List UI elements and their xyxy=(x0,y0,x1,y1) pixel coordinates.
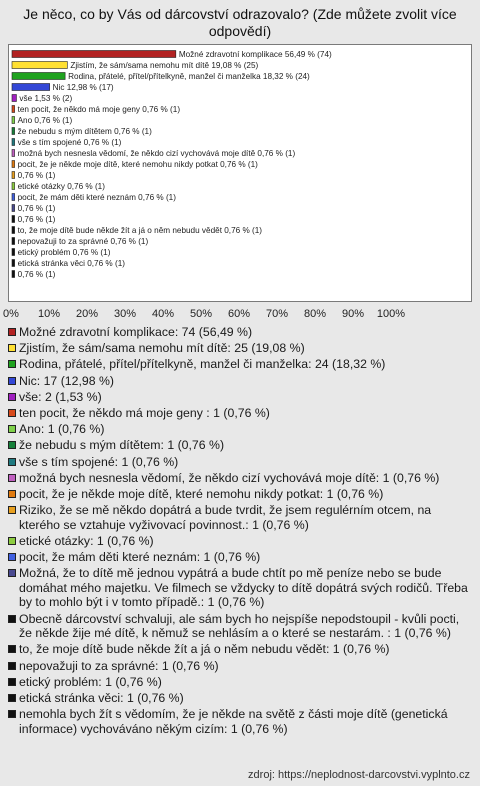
legend-text: etické otázky: 1 (0,76 %) xyxy=(19,533,154,548)
legend-swatch xyxy=(8,662,16,670)
bar-group xyxy=(12,204,56,213)
bar-group xyxy=(12,61,259,70)
legend-item xyxy=(8,659,474,674)
bar-label: pocit, že je někde moje dítě, které nemohu nikdy potkat 0,76 % (1) xyxy=(17,160,258,169)
legend-swatch xyxy=(8,393,16,401)
bar-group xyxy=(12,171,56,180)
bar-group xyxy=(12,149,295,158)
bar xyxy=(12,183,15,190)
bar-group xyxy=(12,182,105,191)
bar-label: etická stránka věci 0,76 % (1) xyxy=(17,259,126,268)
x-tick-label: 100% xyxy=(376,308,406,320)
x-tick-label: 30% xyxy=(113,308,137,320)
x-axis xyxy=(0,302,480,322)
bar-group xyxy=(12,127,152,136)
legend-swatch xyxy=(8,425,16,433)
x-tick-label: 0% xyxy=(3,308,19,320)
plot-area xyxy=(8,44,472,302)
legend-item xyxy=(8,707,474,736)
bar-label: etické otázky 0,76 % (1) xyxy=(17,182,105,191)
bar-group xyxy=(12,72,310,81)
bar-label: možná bych nesnesla vědomí, že někdo cizí vychovává moje dítě 0,76 % (1) xyxy=(17,149,296,158)
legend-item xyxy=(8,374,474,389)
legend-text: vše s tím spojené: 1 (0,76 %) xyxy=(19,454,179,469)
legend-item xyxy=(8,406,474,421)
legend-item xyxy=(8,471,474,486)
bar-group xyxy=(12,116,72,125)
legend-text: nepovažuji to za správné: 1 (0,76 %) xyxy=(19,658,219,673)
legend-item xyxy=(8,612,474,641)
bar xyxy=(12,73,65,80)
bar-label: 0,76 % (1) xyxy=(17,204,56,213)
bar xyxy=(12,260,15,267)
bar xyxy=(12,172,15,179)
legend-text: nemohla bych žít s vědomím, že je někde na světě z části moje dítě (genetická informace) vychováváno někým cizím: 1 (0,76 %) xyxy=(19,707,448,736)
bar-group xyxy=(12,160,258,169)
legend-text: etický problém: 1 (0,76 %) xyxy=(19,674,162,689)
bar xyxy=(12,95,16,102)
bar xyxy=(12,62,67,69)
legend-item xyxy=(8,390,474,405)
bar-label: 0,76 % (1) xyxy=(17,270,56,279)
bar-label: to, že moje dítě bude někde žít a já o něm nebudu vědět 0,76 % (1) xyxy=(17,226,263,235)
chart-title: Je něco, co by Vás od dárcovství odrazovalo? (Zde můžete zvolit více odpovědí) xyxy=(23,6,457,39)
legend-swatch xyxy=(8,344,16,352)
legend-item xyxy=(8,455,474,470)
legend-swatch xyxy=(8,441,16,449)
legend-text: vše: 2 (1,53 %) xyxy=(19,389,102,404)
legend-text: Možná, že to dítě mě jednou vypátrá a bude chtít po mě peníze nebo se bude domáhat mého majetku. Ve filmech se vždycky to dítě dopátrá svých rodičů. Třeba by to mohlo být i v tomto případě.: 1 (0,76 %) xyxy=(19,566,468,610)
legend-text: Rodina, přátelé, přítel/přítelkyně, manžel či manželka: 24 (18,32 %) xyxy=(19,357,386,372)
bar-label: Ano 0,76 % (1) xyxy=(17,116,73,125)
legend-swatch xyxy=(8,409,16,417)
bar xyxy=(12,117,15,124)
bar-group xyxy=(12,105,180,114)
legend-swatch xyxy=(8,360,16,368)
bar xyxy=(12,139,15,146)
x-tick-label: 80% xyxy=(303,308,327,320)
bar xyxy=(12,194,15,201)
legend-text: pocit, že mám děti které neznám: 1 (0,76 %) xyxy=(19,550,261,565)
bar xyxy=(12,128,15,135)
bar xyxy=(12,150,15,157)
legend-swatch xyxy=(8,569,16,577)
legend-swatch xyxy=(8,694,16,702)
x-tick-label: 60% xyxy=(227,308,251,320)
legend-swatch xyxy=(8,678,16,686)
legend-swatch xyxy=(8,506,16,514)
bar xyxy=(12,205,15,212)
bar-group xyxy=(12,270,56,279)
source-note: zdroj: https://neplodnost-darcovstvi.vyplnto.cz xyxy=(248,769,470,781)
bar-group xyxy=(12,237,148,246)
legend-item xyxy=(8,422,474,437)
x-tick-label: 50% xyxy=(189,308,213,320)
bar-label: nepovažuji to za správné 0,76 % (1) xyxy=(17,237,149,246)
bar-group xyxy=(12,215,56,224)
legend-text: pocit, že je někde moje dítě, které nemohu nikdy potkat: 1 (0,76 %) xyxy=(19,486,384,501)
legend-text: ten pocit, že někdo má moje geny : 1 (0,76 %) xyxy=(19,405,270,420)
legend-swatch xyxy=(8,553,16,561)
legend-item xyxy=(8,341,474,356)
bar-label: vše 1,53 % (2) xyxy=(19,94,73,103)
bar-group xyxy=(12,248,111,257)
bar-group xyxy=(12,226,262,235)
bar-label: Nic 12,98 % (17) xyxy=(52,83,114,92)
bar-group xyxy=(12,50,332,59)
legend-swatch xyxy=(8,537,16,545)
legend-text: to, že moje dítě bude někde žít a já o něm nebudu vědět: 1 (0,76 %) xyxy=(19,642,390,657)
legend-text: možná bych nesnesla vědomí, že někdo cizí vychovává moje dítě: 1 (0,76 %) xyxy=(19,470,440,485)
legend-swatch xyxy=(8,710,16,718)
legend-text: Zjistím, že sám/sama nemohu mít dítě: 25 (19,08 %) xyxy=(19,341,305,356)
bar-label: že nebudu s mým dítětem 0,76 % (1) xyxy=(17,127,152,136)
legend-text: etická stránka věci: 1 (0,76 %) xyxy=(19,690,184,705)
bar-group xyxy=(12,193,176,202)
x-tick-label: 90% xyxy=(341,308,365,320)
legend-item xyxy=(8,487,474,502)
bar-label: vše s tím spojené 0,76 % (1) xyxy=(17,138,122,147)
bar-group xyxy=(12,138,122,147)
legend-swatch xyxy=(8,615,16,623)
legend-swatch xyxy=(8,328,16,336)
legend xyxy=(8,325,474,738)
bar xyxy=(12,216,15,223)
legend-item xyxy=(8,675,474,690)
x-tick-label: 10% xyxy=(37,308,61,320)
legend-swatch xyxy=(8,458,16,466)
legend-item xyxy=(8,566,474,610)
legend-text: Možné zdravotní komplikace: 74 (56,49 %) xyxy=(19,325,253,339)
bar xyxy=(12,271,15,278)
bar xyxy=(12,249,15,256)
legend-item xyxy=(8,357,474,372)
legend-text: Nic: 17 (12,98 %) xyxy=(19,373,115,388)
bar-label: 0,76 % (1) xyxy=(17,171,56,180)
bar-label: Zjistím, že sám/sama nemohu mít dítě 19,08 % (25) xyxy=(70,61,259,70)
bar xyxy=(12,227,15,234)
bar-label: pocit, že mám děti které neznám 0,76 % (1) xyxy=(17,193,176,202)
bar-chart xyxy=(9,45,471,301)
legend-swatch xyxy=(8,377,16,385)
legend-text: Riziko, že se mě někdo dopátrá a bude tvrdit, že jsem regulérním otcem, na kterého se vztahuje vyživovací povinnost.: 1 (0,76 %) xyxy=(19,503,432,532)
bar xyxy=(12,51,176,58)
legend-swatch xyxy=(8,490,16,498)
legend-item xyxy=(8,503,474,532)
legend-text: že nebudu s mým dítětem: 1 (0,76 %) xyxy=(19,438,225,453)
bar xyxy=(12,84,50,91)
legend-item xyxy=(8,642,474,657)
bar xyxy=(12,161,15,168)
bar-label: ten pocit, že někdo má moje geny 0,76 % (1) xyxy=(17,105,181,114)
legend-item xyxy=(8,534,474,549)
bar-label: 0,76 % (1) xyxy=(17,215,56,224)
legend-item xyxy=(8,325,474,340)
x-tick-label: 70% xyxy=(265,308,289,320)
legend-item xyxy=(8,550,474,565)
bar-group xyxy=(12,83,114,92)
bar xyxy=(12,238,15,245)
x-tick-label: 20% xyxy=(75,308,99,320)
bar xyxy=(12,106,15,113)
bar-label: etický problém 0,76 % (1) xyxy=(17,248,111,257)
bar-label: Možné zdravotní komplikace 56,49 % (74) xyxy=(178,50,332,59)
legend-item xyxy=(8,691,474,706)
bar-group xyxy=(12,259,125,268)
legend-swatch xyxy=(8,645,16,653)
bar-group xyxy=(12,94,72,103)
x-tick-label: 40% xyxy=(151,308,175,320)
legend-swatch xyxy=(8,474,16,482)
legend-text: Obecně dárcovství schvaluji, ale sám bych ho nejspíše nepodstoupil - kvůli pocti, že někde žije mé dítě, k němuž se nehlásím a o které se nestarám. : 1 (0,76 %) xyxy=(19,611,460,641)
legend-text: Ano: 1 (0,76 %) xyxy=(19,422,105,437)
bar-label: Rodina, přátelé, přítel/přítelkyně, manžel či manželka 18,32 % (24) xyxy=(68,72,310,81)
legend-item xyxy=(8,438,474,453)
